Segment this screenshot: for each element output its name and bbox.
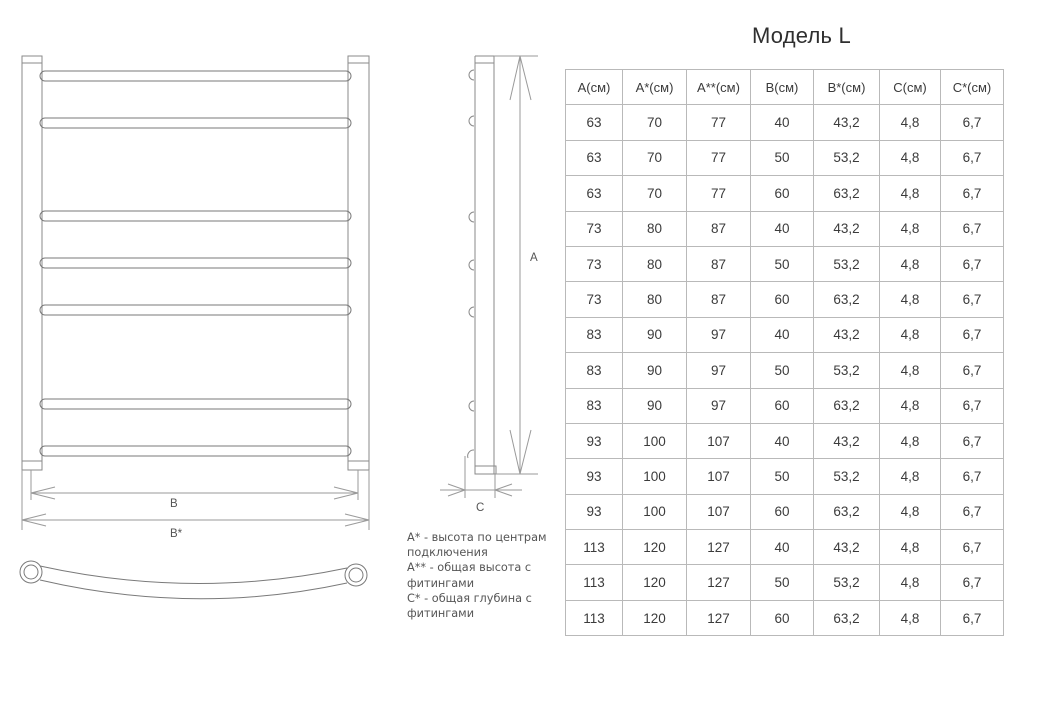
cell-a-double-star: 87 <box>687 246 751 281</box>
cell-a: 63 <box>566 105 623 140</box>
cell-c: 4,8 <box>880 353 941 388</box>
cell-b-star: 43,2 <box>814 423 880 458</box>
cell-a-star: 100 <box>623 459 687 494</box>
cell-c: 4,8 <box>880 246 941 281</box>
cell-a: 113 <box>566 530 623 565</box>
table-row <box>566 494 1004 529</box>
dimension-a <box>494 56 538 474</box>
cell-a-star: 120 <box>623 600 687 635</box>
table-row <box>566 565 1004 600</box>
page-title: Модель L <box>752 23 851 48</box>
cell-c-star: 6,7 <box>941 282 1004 317</box>
cell-c-star: 6,7 <box>941 530 1004 565</box>
cell-a: 63 <box>566 176 623 211</box>
cell-a: 93 <box>566 423 623 458</box>
cell-a: 93 <box>566 494 623 529</box>
header-a-star: A*(см) <box>623 70 687 105</box>
cell-c: 4,8 <box>880 565 941 600</box>
cell-a-double-star: 127 <box>687 565 751 600</box>
table-row <box>566 423 1004 458</box>
table-row <box>566 530 1004 565</box>
cell-c-star: 6,7 <box>941 105 1004 140</box>
hooks <box>468 70 474 458</box>
cell-b-star: 53,2 <box>814 140 880 175</box>
front-view <box>20 56 369 599</box>
cell-c: 4,8 <box>880 211 941 246</box>
cell-c: 4,8 <box>880 530 941 565</box>
label-b-star: B* <box>170 528 183 540</box>
table-row <box>566 105 1004 140</box>
cell-c-star: 6,7 <box>941 211 1004 246</box>
legend-notes <box>407 530 567 621</box>
cell-b-star: 43,2 <box>814 211 880 246</box>
cell-a-double-star: 97 <box>687 353 751 388</box>
cell-c: 4,8 <box>880 140 941 175</box>
cell-a-double-star: 77 <box>687 176 751 211</box>
cell-b-star: 63,2 <box>814 388 880 423</box>
table-header-row <box>566 70 1004 105</box>
cell-a-double-star: 77 <box>687 140 751 175</box>
cell-a-double-star: 97 <box>687 317 751 352</box>
cell-a-star: 80 <box>623 282 687 317</box>
cell-a-double-star: 97 <box>687 388 751 423</box>
cell-b-star: 53,2 <box>814 565 880 600</box>
dimension-b <box>31 470 358 500</box>
cell-b: 60 <box>751 176 814 211</box>
header-a: A(см) <box>566 70 623 105</box>
cell-b: 50 <box>751 140 814 175</box>
cell-b: 40 <box>751 317 814 352</box>
table-row <box>566 353 1004 388</box>
cell-c: 4,8 <box>880 423 941 458</box>
cell-c-star: 6,7 <box>941 459 1004 494</box>
top-view <box>20 561 367 599</box>
cell-a-double-star: 87 <box>687 282 751 317</box>
header-b-star: B*(см) <box>814 70 880 105</box>
cell-a-star: 80 <box>623 211 687 246</box>
cell-c-star: 6,7 <box>941 423 1004 458</box>
cell-a-star: 100 <box>623 494 687 529</box>
table-row <box>566 317 1004 352</box>
cell-a-double-star: 127 <box>687 600 751 635</box>
cell-a-star: 90 <box>623 388 687 423</box>
dimension-b-star <box>22 470 369 530</box>
cell-c: 4,8 <box>880 176 941 211</box>
cell-c-star: 6,7 <box>941 246 1004 281</box>
cell-a: 113 <box>566 600 623 635</box>
label-a: A <box>530 252 538 264</box>
cell-b: 50 <box>751 246 814 281</box>
cell-c: 4,8 <box>880 282 941 317</box>
cell-b: 40 <box>751 211 814 246</box>
cell-c: 4,8 <box>880 105 941 140</box>
table-row <box>566 211 1004 246</box>
cell-b: 60 <box>751 494 814 529</box>
cell-a: 73 <box>566 282 623 317</box>
cell-b-star: 43,2 <box>814 530 880 565</box>
cell-c: 4,8 <box>880 600 941 635</box>
cell-b: 60 <box>751 282 814 317</box>
cell-c: 4,8 <box>880 459 941 494</box>
table-row <box>566 282 1004 317</box>
table-row <box>566 600 1004 635</box>
cell-c-star: 6,7 <box>941 176 1004 211</box>
label-b: B <box>170 498 178 510</box>
cell-c-star: 6,7 <box>941 565 1004 600</box>
cell-c: 4,8 <box>880 317 941 352</box>
cell-b: 50 <box>751 565 814 600</box>
header-c-star: C*(см) <box>941 70 1004 105</box>
cell-a-double-star: 127 <box>687 530 751 565</box>
cell-a: 93 <box>566 459 623 494</box>
cell-a-double-star: 107 <box>687 423 751 458</box>
cell-a-double-star: 87 <box>687 211 751 246</box>
cell-c: 4,8 <box>880 388 941 423</box>
cell-a-star: 90 <box>623 317 687 352</box>
cell-b-star: 53,2 <box>814 353 880 388</box>
cell-a: 63 <box>566 140 623 175</box>
cell-b-star: 53,2 <box>814 459 880 494</box>
dimensions-table <box>565 69 1004 636</box>
cell-b-star: 53,2 <box>814 246 880 281</box>
table-row <box>566 459 1004 494</box>
cell-a-star: 70 <box>623 105 687 140</box>
cell-a: 73 <box>566 246 623 281</box>
note-a-star: A* - высота по центрам подключения <box>407 531 547 560</box>
cell-b: 60 <box>751 600 814 635</box>
cell-a-star: 80 <box>623 246 687 281</box>
cell-c-star: 6,7 <box>941 388 1004 423</box>
header-b: B(см) <box>751 70 814 105</box>
note-a-double-star: A** - общая высота с фитингами <box>407 561 532 590</box>
cell-c-star: 6,7 <box>941 317 1004 352</box>
table-row <box>566 388 1004 423</box>
cell-b-star: 63,2 <box>814 600 880 635</box>
cell-b-star: 43,2 <box>814 317 880 352</box>
cell-c-star: 6,7 <box>941 600 1004 635</box>
dimension-c <box>440 456 522 498</box>
cell-b: 60 <box>751 388 814 423</box>
cell-a-double-star: 107 <box>687 459 751 494</box>
cell-a: 73 <box>566 211 623 246</box>
table-row <box>566 246 1004 281</box>
cell-a: 83 <box>566 353 623 388</box>
cell-b-star: 63,2 <box>814 494 880 529</box>
cell-a-star: 120 <box>623 565 687 600</box>
cell-b: 50 <box>751 353 814 388</box>
side-view <box>440 56 538 498</box>
cell-b-star: 63,2 <box>814 282 880 317</box>
cell-c-star: 6,7 <box>941 353 1004 388</box>
cell-b: 40 <box>751 530 814 565</box>
rungs <box>40 71 351 456</box>
cell-a-star: 100 <box>623 423 687 458</box>
cell-a-star: 120 <box>623 530 687 565</box>
cell-c-star: 6,7 <box>941 140 1004 175</box>
cell-a: 113 <box>566 565 623 600</box>
label-c: C <box>476 502 485 514</box>
header-c: C(см) <box>880 70 941 105</box>
cell-a: 83 <box>566 388 623 423</box>
cell-b: 50 <box>751 459 814 494</box>
cell-a-star: 70 <box>623 140 687 175</box>
cell-a-star: 70 <box>623 176 687 211</box>
cell-b-star: 43,2 <box>814 105 880 140</box>
cell-c-star: 6,7 <box>941 494 1004 529</box>
table-row <box>566 140 1004 175</box>
cell-b-star: 63,2 <box>814 176 880 211</box>
note-c-star: C* - общая глубина с фитингами <box>407 591 532 621</box>
cell-a-star: 90 <box>623 353 687 388</box>
cell-c: 4,8 <box>880 494 941 529</box>
cell-a: 83 <box>566 317 623 352</box>
cell-a-double-star: 107 <box>687 494 751 529</box>
cell-a-double-star: 77 <box>687 105 751 140</box>
cell-b: 40 <box>751 423 814 458</box>
header-a-double-star: A**(см) <box>687 70 751 105</box>
cell-b: 40 <box>751 105 814 140</box>
table-row <box>566 176 1004 211</box>
